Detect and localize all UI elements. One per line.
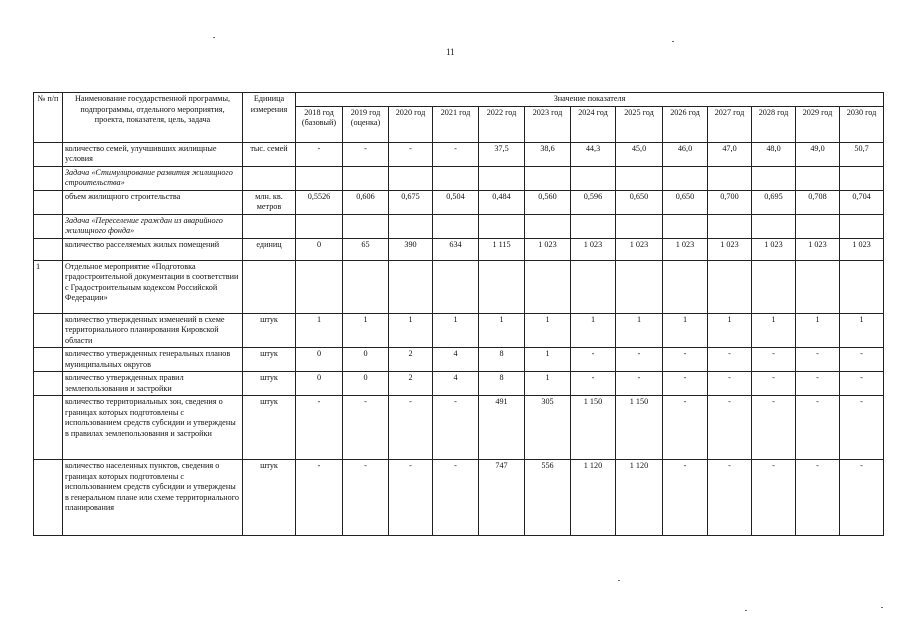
indicator-name: количество утвержденных правил землепользования и застройки: [63, 372, 243, 396]
value-cell: 556: [525, 460, 571, 536]
value-cell: [708, 260, 752, 313]
value-cell: 8: [479, 372, 525, 396]
value-cell: [296, 260, 343, 313]
unit-cell: [243, 166, 296, 190]
value-cell: 0,606: [343, 190, 389, 214]
header-values: Значение показателя: [296, 93, 884, 107]
value-cell: 0,504: [433, 190, 479, 214]
value-cell: 0,704: [840, 190, 884, 214]
value-cell: 0,5526: [296, 190, 343, 214]
header-year: 2021 год: [433, 106, 479, 142]
value-cell: 0,484: [479, 190, 525, 214]
value-cell: [389, 214, 433, 238]
header-year: 2029 год: [796, 106, 840, 142]
value-cell: 0: [296, 348, 343, 372]
value-cell: 2: [389, 372, 433, 396]
value-cell: 1: [525, 313, 571, 348]
value-cell: 38,6: [525, 142, 571, 166]
value-cell: 1: [616, 313, 663, 348]
header-year: 2020 год: [389, 106, 433, 142]
indicator-table: [33, 92, 884, 536]
value-cell: 1: [840, 313, 884, 348]
table-row: [34, 238, 884, 260]
value-cell: [479, 214, 525, 238]
indicator-name: количество утвержденных изменений в схеме территориального планирования Кировской области: [63, 313, 243, 348]
value-cell: -: [571, 348, 616, 372]
value-cell: 1 150: [571, 396, 616, 460]
value-cell: 0,650: [663, 190, 708, 214]
value-cell: 1: [343, 313, 389, 348]
value-cell: 390: [389, 238, 433, 260]
value-cell: [433, 214, 479, 238]
value-cell: 0,596: [571, 190, 616, 214]
value-cell: 46,0: [663, 142, 708, 166]
value-cell: 1 023: [840, 238, 884, 260]
value-cell: 1 120: [571, 460, 616, 536]
value-cell: -: [840, 372, 884, 396]
value-cell: 1: [479, 313, 525, 348]
value-cell: 747: [479, 460, 525, 536]
value-cell: 0: [343, 372, 389, 396]
value-cell: 8: [479, 348, 525, 372]
value-cell: 0,650: [616, 190, 663, 214]
value-cell: 0,695: [752, 190, 796, 214]
unit-cell: [243, 214, 296, 238]
value-cell: [616, 166, 663, 190]
value-cell: [663, 260, 708, 313]
value-cell: 49,0: [796, 142, 840, 166]
table-row: [34, 260, 884, 313]
value-cell: 1: [433, 313, 479, 348]
value-cell: -: [708, 372, 752, 396]
value-cell: -: [752, 372, 796, 396]
value-cell: 1 120: [616, 460, 663, 536]
value-cell: 37,5: [479, 142, 525, 166]
value-cell: -: [433, 142, 479, 166]
value-cell: 1 023: [525, 238, 571, 260]
value-cell: -: [796, 396, 840, 460]
value-cell: 50,7: [840, 142, 884, 166]
header-year: 2023 год: [525, 106, 571, 142]
value-cell: 1 023: [663, 238, 708, 260]
header-year: 2027 год: [708, 106, 752, 142]
value-cell: 0: [296, 372, 343, 396]
row-number: [34, 372, 63, 396]
value-cell: 1 150: [616, 396, 663, 460]
value-cell: 47,0: [708, 142, 752, 166]
value-cell: [433, 166, 479, 190]
unit-cell: [243, 260, 296, 313]
unit-cell: тыс. семей: [243, 142, 296, 166]
value-cell: [571, 260, 616, 313]
value-cell: 1: [296, 313, 343, 348]
unit-cell: штук: [243, 372, 296, 396]
header-year: 2019 год (оценка): [343, 106, 389, 142]
value-cell: [663, 214, 708, 238]
row-number: [34, 460, 63, 536]
table-row: [34, 396, 884, 460]
value-cell: 44,3: [571, 142, 616, 166]
value-cell: 1: [708, 313, 752, 348]
indicator-name: количество семей, улучшивших жилищные условия: [63, 142, 243, 166]
value-cell: [343, 214, 389, 238]
row-number: [34, 396, 63, 460]
unit-cell: единиц: [243, 238, 296, 260]
value-cell: [296, 214, 343, 238]
value-cell: -: [296, 396, 343, 460]
header-year: 2028 год: [752, 106, 796, 142]
value-cell: [479, 166, 525, 190]
value-cell: [389, 166, 433, 190]
header-year: 2026 год: [663, 106, 708, 142]
value-cell: 1 023: [571, 238, 616, 260]
value-cell: 1 115: [479, 238, 525, 260]
value-cell: -: [663, 372, 708, 396]
value-cell: [343, 166, 389, 190]
value-cell: [571, 214, 616, 238]
value-cell: [525, 166, 571, 190]
value-cell: -: [343, 142, 389, 166]
value-cell: -: [752, 396, 796, 460]
unit-cell: штук: [243, 396, 296, 460]
value-cell: 1: [571, 313, 616, 348]
value-cell: -: [708, 460, 752, 536]
value-cell: -: [840, 460, 884, 536]
table-row: [34, 348, 884, 372]
value-cell: 48,0: [752, 142, 796, 166]
value-cell: 634: [433, 238, 479, 260]
table-row: [34, 372, 884, 396]
value-cell: 1 023: [708, 238, 752, 260]
header-year: 2022 год: [479, 106, 525, 142]
value-cell: 0,700: [708, 190, 752, 214]
value-cell: [708, 166, 752, 190]
value-cell: -: [840, 396, 884, 460]
value-cell: [343, 260, 389, 313]
task-title: Задача «Переселение граждан из аварийного жилищного фонда»: [63, 214, 243, 238]
table-row: [34, 460, 884, 536]
value-cell: 1: [663, 313, 708, 348]
value-cell: 1: [525, 348, 571, 372]
header-year: 2030 год: [840, 106, 884, 142]
header-name: Наименование государственной программы, подпрограммы, отдельного мероприятия, проекта, показателя, цель, задача: [63, 93, 243, 143]
value-cell: -: [433, 396, 479, 460]
header-year: 2025 год: [616, 106, 663, 142]
unit-cell: штук: [243, 460, 296, 536]
unit-cell: штук: [243, 348, 296, 372]
header-year: 2024 год: [571, 106, 616, 142]
value-cell: 0: [343, 348, 389, 372]
value-cell: [433, 260, 479, 313]
header-year: 2018 год (базовый): [296, 106, 343, 142]
value-cell: -: [752, 348, 796, 372]
value-cell: 1 023: [752, 238, 796, 260]
value-cell: 0,560: [525, 190, 571, 214]
header-no: № п/п: [34, 93, 63, 143]
value-cell: 1 023: [796, 238, 840, 260]
row-number: [34, 190, 63, 214]
value-cell: [525, 260, 571, 313]
value-cell: -: [796, 348, 840, 372]
value-cell: [752, 214, 796, 238]
table-row: [34, 142, 884, 166]
value-cell: [840, 260, 884, 313]
table-row: [34, 313, 884, 348]
value-cell: -: [389, 142, 433, 166]
value-cell: 1: [525, 372, 571, 396]
value-cell: 4: [433, 348, 479, 372]
row-number: [34, 238, 63, 260]
table-row: [34, 166, 884, 190]
value-cell: [796, 260, 840, 313]
value-cell: [708, 214, 752, 238]
value-cell: -: [796, 460, 840, 536]
value-cell: -: [571, 372, 616, 396]
value-cell: 305: [525, 396, 571, 460]
value-cell: [663, 166, 708, 190]
value-cell: 45,0: [616, 142, 663, 166]
value-cell: 0: [296, 238, 343, 260]
value-cell: -: [296, 460, 343, 536]
value-cell: [525, 214, 571, 238]
value-cell: [616, 260, 663, 313]
value-cell: -: [663, 396, 708, 460]
indicator-name: количество территориальных зон, сведения о границах которых подготовлены с использованием средств субсидии и утверждены в правилах землепользования и застройки: [63, 396, 243, 460]
table-row: [34, 190, 884, 214]
value-cell: -: [616, 348, 663, 372]
header-unit: Единица измерения: [243, 93, 296, 143]
value-cell: -: [389, 460, 433, 536]
value-cell: 4: [433, 372, 479, 396]
value-cell: [840, 166, 884, 190]
unit-cell: штук: [243, 313, 296, 348]
value-cell: 0,675: [389, 190, 433, 214]
value-cell: -: [663, 460, 708, 536]
value-cell: [840, 214, 884, 238]
value-cell: -: [343, 460, 389, 536]
indicator-name: количество расселяемых жилых помещений: [63, 238, 243, 260]
indicator-name: количество населенных пунктов, сведения о границах которых подготовлены с использованием средств субсидии и утверждены в генеральном плане или схеме территориального планирования: [63, 460, 243, 536]
row-number: [34, 142, 63, 166]
row-number: [34, 313, 63, 348]
value-cell: 1: [752, 313, 796, 348]
value-cell: -: [616, 372, 663, 396]
value-cell: 491: [479, 396, 525, 460]
row-number: [34, 214, 63, 238]
value-cell: 65: [343, 238, 389, 260]
table-row: [34, 214, 884, 238]
value-cell: [616, 214, 663, 238]
value-cell: [479, 260, 525, 313]
value-cell: [389, 260, 433, 313]
row-number: [34, 166, 63, 190]
value-cell: -: [433, 460, 479, 536]
value-cell: [796, 166, 840, 190]
value-cell: [796, 214, 840, 238]
value-cell: 2: [389, 348, 433, 372]
value-cell: 1: [389, 313, 433, 348]
value-cell: -: [296, 142, 343, 166]
value-cell: -: [708, 396, 752, 460]
indicator-name: количество утвержденных генеральных планов муниципальных округов: [63, 348, 243, 372]
value-cell: 0,708: [796, 190, 840, 214]
value-cell: 1 023: [616, 238, 663, 260]
value-cell: -: [796, 372, 840, 396]
value-cell: -: [389, 396, 433, 460]
value-cell: -: [840, 348, 884, 372]
indicator-name: Отдельное мероприятие «Подготовка градостроительной документации в соответствии с Градостроительным кодексом Российской Федерации»: [63, 260, 243, 313]
value-cell: -: [708, 348, 752, 372]
value-cell: [752, 260, 796, 313]
row-number: 1: [34, 260, 63, 313]
value-cell: -: [752, 460, 796, 536]
value-cell: 1: [796, 313, 840, 348]
row-number: [34, 348, 63, 372]
value-cell: [296, 166, 343, 190]
page-number: 11: [446, 47, 455, 57]
value-cell: [752, 166, 796, 190]
value-cell: -: [343, 396, 389, 460]
value-cell: [571, 166, 616, 190]
unit-cell: млн. кв. метров: [243, 190, 296, 214]
task-title: Задача «Стимулирование развития жилищного строительства»: [63, 166, 243, 190]
indicator-name: объем жилищного строительства: [63, 190, 243, 214]
value-cell: -: [663, 348, 708, 372]
